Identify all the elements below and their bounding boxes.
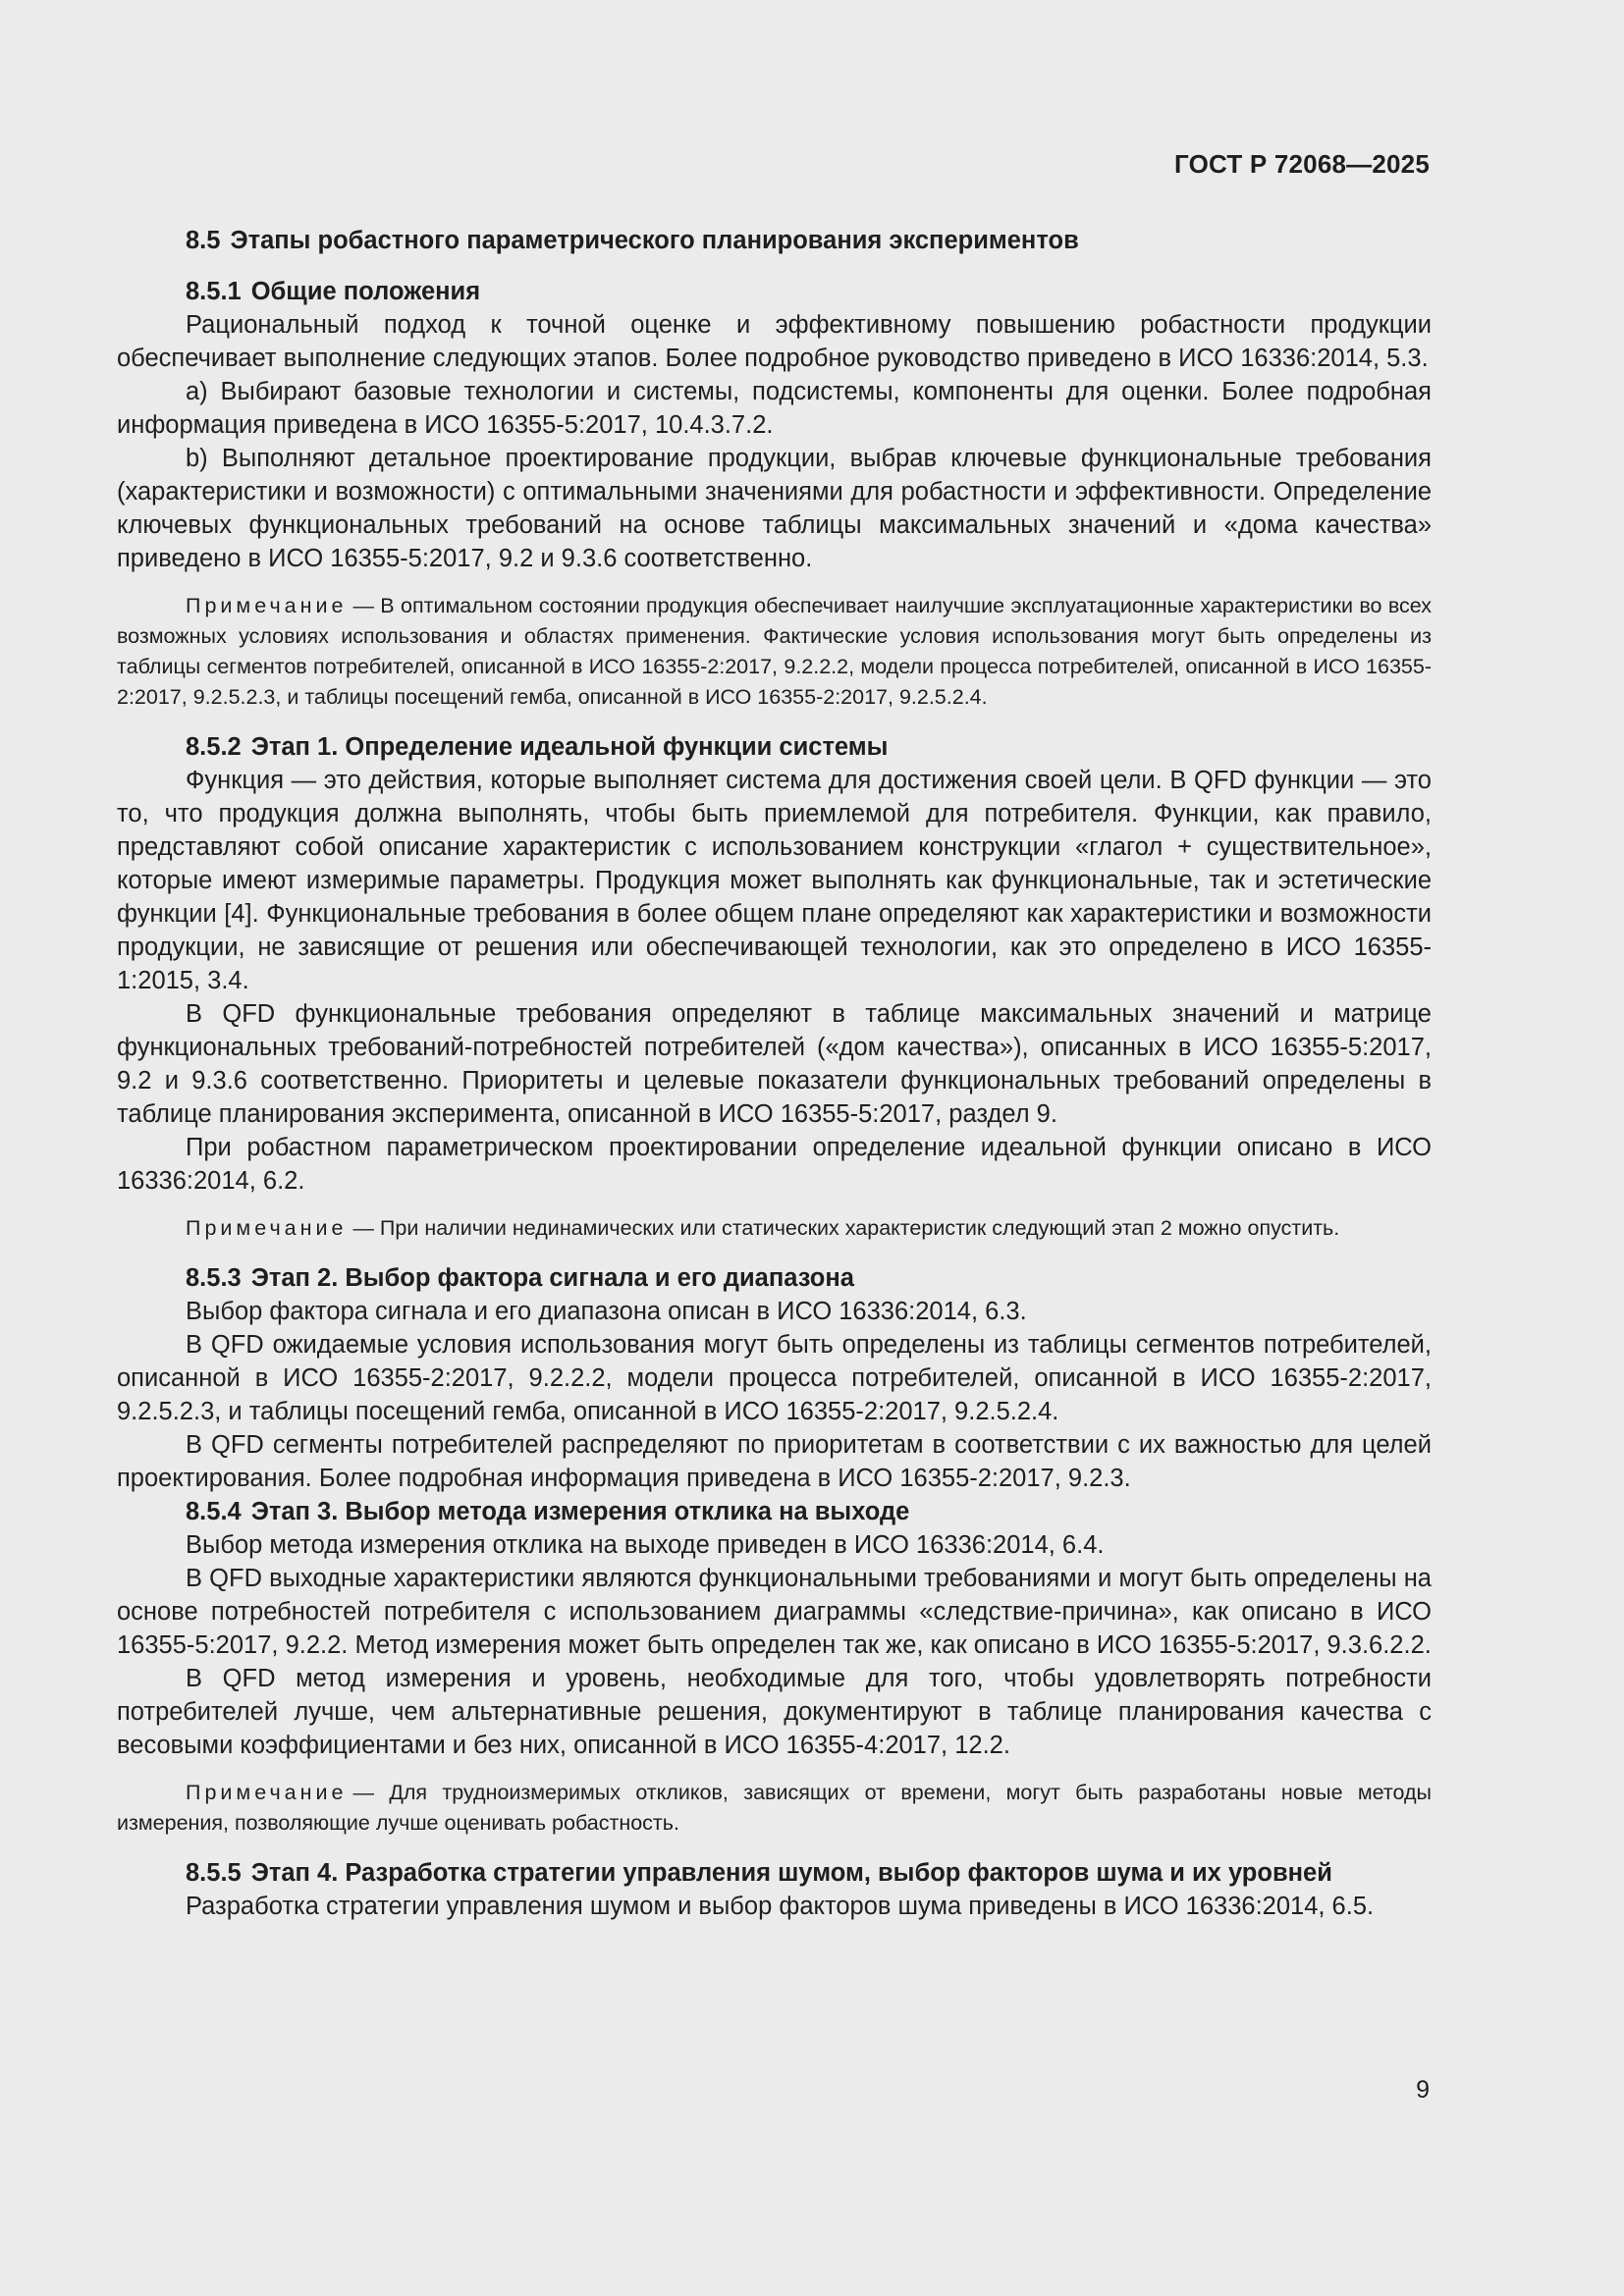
note-text: — Для трудноизмеримых откликов, зависящих от времени, могут быть разработаны новые методы измерения, позволяющие лучше оценивать робастность. — [117, 1781, 1432, 1835]
paragraph: В QFD сегменты потребителей распределяют по приоритетам в соответствии с их важностью для целей проектирования. Более подробная информация приведена в ИСО 16355-2:2017, 9.2.3. — [117, 1431, 1432, 1492]
paragraph: Функция — это действия, которые выполняет система для достижения своей цели. В QFD функции — это то, что продукция должна выполнять, чтобы быть приемлемой для потребителя. Функции, как правило, представляют собой описание характеристик с использованием конструкции «глагол + существительное», которые имеют измеримые параметры. Продукция может выполнять как функциональные, так и эстетические функции [4]. Функциональные требования в более общем плане определяют как характеристики и возможности продукции, не зависящие от решения или обеспечивающей технологии, как это определено в ИСО 16355-1:2015, 3.4. — [117, 767, 1432, 994]
paragraph: При робастном параметрическом проектировании определение идеальной функции описано в ИСО 16336:2014, 6.2. — [117, 1134, 1432, 1195]
note-8-5-4 — [117, 1778, 1432, 1839]
note-text: — В оптимальном состоянии продукция обеспечивает наилучшие эксплуатационные характеристики во всех возможных условиях использования и областях применения. Фактические условия использования могут быть определены из таблицы сегментов потребителей, описанной в ИСО 16355-2:2017, 9.2.2.2, модели процесса потребителей, описанной в ИСО 16355-2:2017, 9.2.5.2.3, и таблицы посещений гемба, описанной в ИСО 16355-2:2017, 9.2.5.2.4. — [117, 594, 1432, 709]
list-item-b: b) Выполняют детальное проектирование продукции, выбрав ключевые функциональные требования (характеристики и возможности) с оптимальными значениями для робастности и эффективности. Определение ключевых функциональных требований на основе таблицы максимальных значений и «дома качества» приведено в ИСО 16355-5:2017, 9.2 и 9.3.6 соответственно. — [117, 445, 1432, 572]
note-label: Примечание — [186, 1216, 348, 1240]
section-heading-8-5-5 — [117, 1856, 1432, 1890]
section-title: Этапы робастного параметрического планирования экспериментов — [230, 227, 1079, 254]
section-heading-8-5-4 — [117, 1495, 1432, 1528]
note-label: Примечание — [186, 1781, 348, 1804]
standard-code-header: ГОСТ Р 72068—2025 — [1174, 149, 1430, 179]
paragraph: Разработка стратегии управления шумом и выбор факторов шума приведены в ИСО 16336:2014, 6.5. — [186, 1893, 1375, 1920]
section-number: 8.5.3 — [186, 1264, 242, 1292]
document-body — [117, 224, 1432, 1923]
paragraph: В QFD функциональные требования определяют в таблице максимальных значений и матрице функциональных требований-потребностей потребителей («дом качества»), описанных в ИСО 16355-5:2017, 9.2 и 9.3.6 соответственно. Приоритеты и целевые показатели функциональных требований определены в таблице планирования эксперимента, описанной в ИСО 16355-5:2017, раздел 9. — [117, 1000, 1432, 1128]
note-text: — При наличии нединамических или статических характеристик следующий этап 2 можно опустить. — [352, 1216, 1340, 1240]
section-title: Общие положения — [250, 278, 481, 305]
section-number: 8.5.5 — [186, 1859, 242, 1887]
paragraph: Выбор фактора сигнала и его диапазона описан в ИСО 16336:2014, 6.3. — [186, 1298, 1027, 1325]
page-number: 9 — [1416, 2076, 1430, 2104]
section-title: Этап 1. Определение идеальной функции системы — [250, 733, 889, 761]
section-heading-8-5-3 — [117, 1261, 1432, 1295]
paragraph: В QFD выходные характеристики являются функциональными требованиями и могут быть определены на основе потребностей потребителя с использованием диаграммы «следствие-причина», как описано в ИСО 16355-5:2017, 9.2.2. Метод измерения может быть определен так же, как описано в ИСО 16355-5:2017, 9.3.6.2.2. — [117, 1565, 1432, 1659]
note-label: Примечание — [186, 594, 348, 617]
paragraph: Выбор метода измерения отклика на выходе приведен в ИСО 16336:2014, 6.4. — [186, 1531, 1105, 1559]
paragraph: В QFD ожидаемые условия использования могут быть определены из таблицы сегментов потребителей, описанной в ИСО 16355-2:2017, 9.2.2.2, модели процесса потребителей, описанной в ИСО 16355-2:2017, 9.2.5.2.3, и таблицы посещений гемба, описанной в ИСО 16355-2:2017, 9.2.5.2.4. — [117, 1331, 1432, 1425]
section-title: Этап 4. Разработка стратегии управления шумом, выбор факторов шума и их уровней — [250, 1859, 1332, 1887]
paragraph: В QFD метод измерения и уровень, необходимые для того, чтобы удовлетворять потребности потребителей лучше, чем альтернативные решения, документируют в таблице планирования качества с весовыми коэффициентами и без них, описанной в ИСО 16355-4:2017, 12.2. — [117, 1665, 1432, 1759]
section-title: Этап 3. Выбор метода измерения отклика на выходе — [250, 1498, 910, 1525]
section-title: Этап 2. Выбор фактора сигнала и его диапазона — [250, 1264, 854, 1292]
section-number: 8.5.4 — [186, 1498, 242, 1525]
section-heading-8-5-1 — [117, 275, 1432, 308]
section-number: 8.5 — [186, 227, 221, 254]
list-item-a: a) Выбирают базовые технологии и системы, подсистемы, компоненты для оценки. Более подробная информация приведена в ИСО 16355-5:2017, 10.4.3.7.2. — [117, 378, 1432, 439]
note-8-5-1 — [117, 591, 1432, 713]
section-heading-8-5 — [117, 224, 1432, 257]
paragraph: Рациональный подход к точной оценке и эффективному повышению робастности продукции обеспечивает выполнение следующих этапов. Более подробное руководство приведено в ИСО 16336:2014, 5.3. — [117, 311, 1432, 372]
section-number: 8.5.1 — [186, 278, 242, 305]
section-number: 8.5.2 — [186, 733, 242, 761]
section-heading-8-5-2 — [117, 730, 1432, 764]
note-8-5-2 — [117, 1213, 1432, 1244]
